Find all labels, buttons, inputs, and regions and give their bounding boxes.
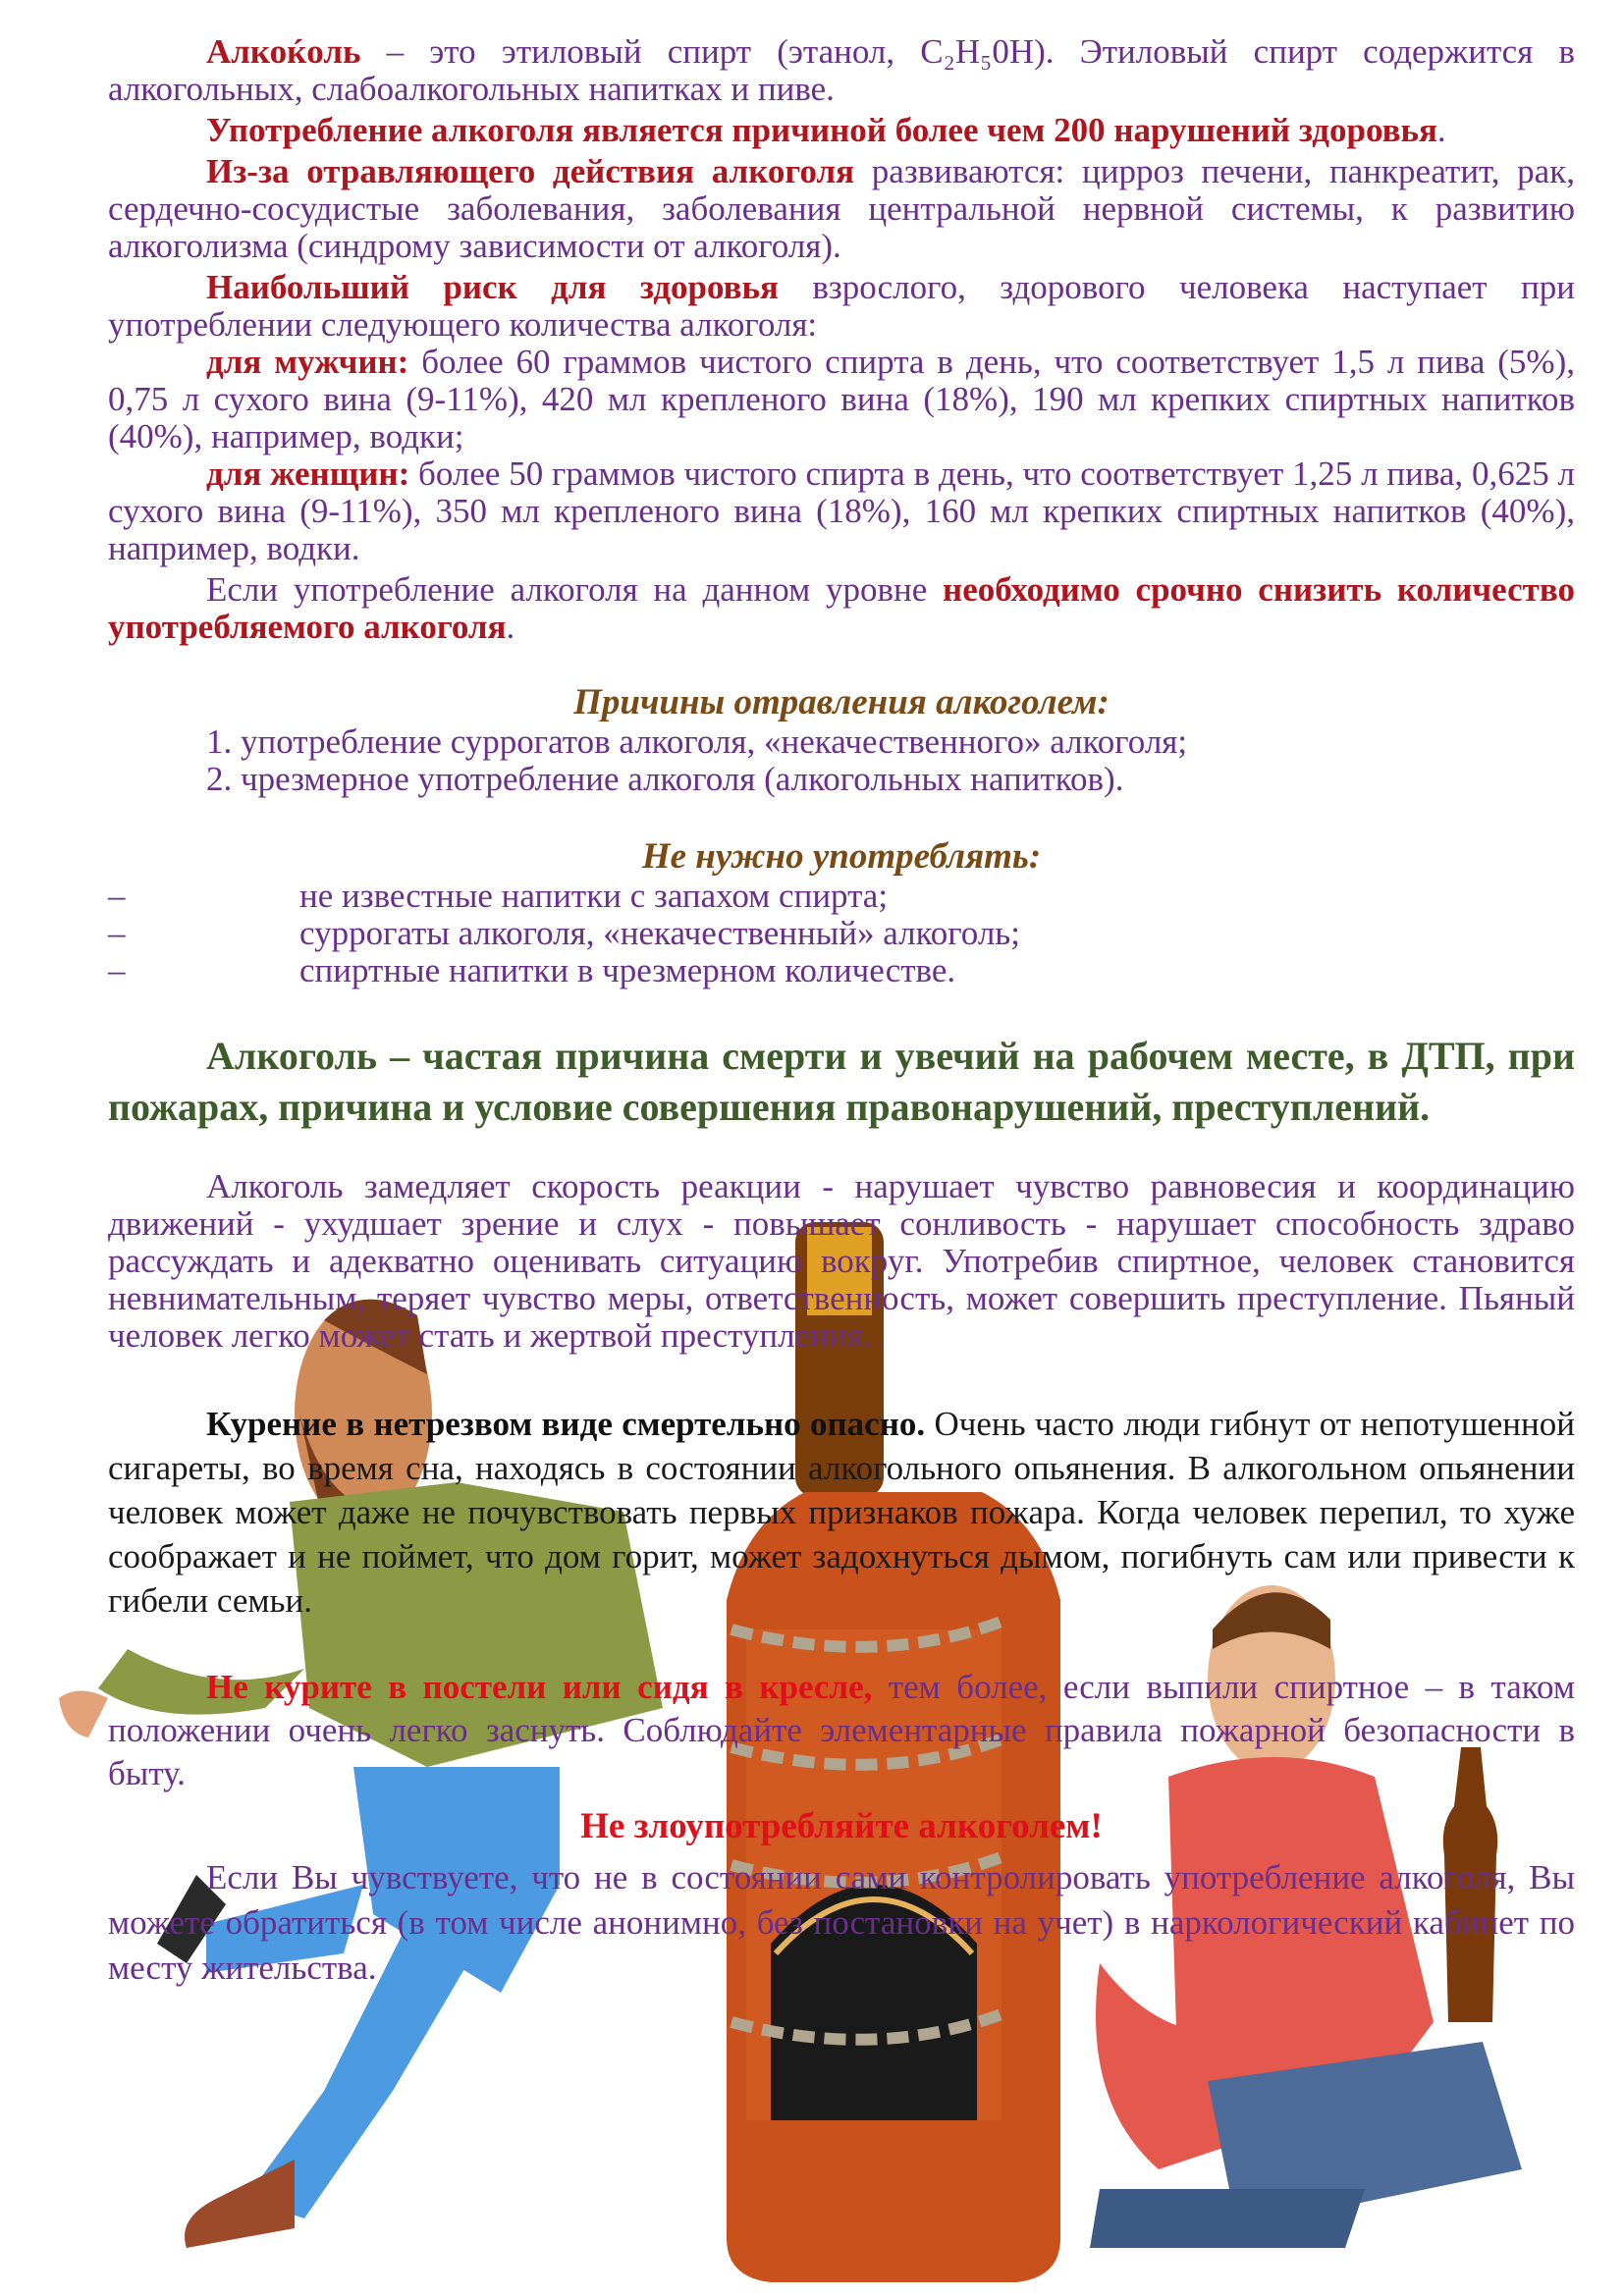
cause-item: 2. чрезмерное употребление алкоголя (алкогольных напитков). xyxy=(206,760,1124,798)
bed-text: тем более, если выпили спиртное – в таком положении очень легко заснуть. Соблюдайте элементарные правила пожарной безопасности в быту. xyxy=(108,1668,1575,1792)
toxic-paragraph xyxy=(108,153,1575,265)
health-paragraph: Употребление алкоголя является причиной более чем 200 нарушений здоровья. xyxy=(206,111,1446,149)
avoid-item: – спиртные напитки в чрезмерном количестве. xyxy=(108,951,956,989)
risk-paragraph xyxy=(108,269,1575,344)
term-alcohol: Алкоќоль xyxy=(206,32,361,71)
causes-heading: Причины отравления алкоголем: xyxy=(573,682,1110,722)
risk-text: взрослого, здорового человека наступает при употреблении следующего количества алкоголя: xyxy=(108,268,1575,344)
effects-paragraph: Алкоголь замедляет скорость реакции - нарушает чувство равновесия и координацию движений - ухудшает зрение и слух - повышает сонливость - нарушает способность здраво рассуждать и адекватно оценивать ситуацию вокруг. Употребив спиртное, человек становится невнимательным, теряет чувство меры, ответственность, может совершить преступление. Пьяный человек легко может стать и жертвой преступления. xyxy=(108,1167,1575,1355)
avoid-heading: Не нужно употреблять: xyxy=(641,836,1042,877)
smoking-paragraph xyxy=(108,1402,1575,1623)
cause-item: 1. употребление суррогатов алкоголя, «некачественного» алкоголя; xyxy=(206,722,1188,761)
bed-lead: Не курите в постели или сидя в кресле, xyxy=(206,1668,873,1706)
toxic-lead: Из-за отравляющего действия алкоголя xyxy=(206,152,855,190)
intro-definition: – это этиловый спирт (этанол, C₂H₅0H). Этиловый спирт содержится в алкогольных, слабоалкогольных напитках и пиве. xyxy=(108,32,1575,108)
health-statement: Употребление алкоголя является причиной более чем 200 нарушений здоровья xyxy=(206,111,1437,149)
reduce-statement: необходимо срочно снизить количество употребляемого алкоголя xyxy=(108,570,1575,646)
avoid-item: – не известные напитки с запахом спирта; xyxy=(108,877,889,915)
toxic-text: развиваются: цирроз печени, панкреатит, рак, сердечно-сосудистые заболевания, заболевания центральной нервной системы, к развитию алкоголизма (синдрому зависимости от алкоголя). xyxy=(108,152,1575,265)
smoking-lead: Курение в нетрезвом виде смертельно опасно. xyxy=(206,1405,926,1443)
smoking-text: Очень часто люди гибнут от непотушенной сигареты, во время сна, находясь в состоянии алкогольного опьянения. В алкогольном опьянении человек может даже не почувствовать первых признаков пожара. Когда человек перепил, то хуже соображает и не поймет, что дом горит, может задохнуться дымом, погибнуть сам или привести к гибели семьи. xyxy=(108,1405,1575,1620)
women-label: для женщин: xyxy=(206,454,410,493)
warning-statement: Алкоголь – частая причина смерти и увечий на рабочем месте, в ДТП, при пожарах, причина и условие совершения правонарушений, преступлений. xyxy=(108,1034,1575,1129)
men-label: для мужчин: xyxy=(206,343,409,381)
bed-paragraph xyxy=(108,1666,1575,1795)
reduce-paragraph: Если употребление алкоголя на данном уровне необходимо срочно снизить количество употребляемого алкоголя. xyxy=(108,570,1575,646)
women-paragraph xyxy=(108,455,1575,567)
men-text: более 60 граммов чистого спирта в день, что соответствует 1,5 л пива (5%), 0,75 л сухого вина (9-11%), 420 мл крепленого вина (18%), 190 мл крепких спиртных напитков (40%), например, водки; xyxy=(108,343,1575,455)
avoid-item: – суррогаты алкоголя, «некачественный» алкоголь; xyxy=(108,914,1020,952)
document-text xyxy=(108,33,1575,1991)
women-text: более 50 граммов чистого спирта в день, что соответствует 1,25 л пива, 0,625 л сухого вина (9-11%), 350 мл крепленого вина (18%), 160 мл крепких спиртных напитков (40%), например, водки. xyxy=(108,454,1575,567)
men-paragraph xyxy=(108,344,1575,455)
abuse-heading: Не злоупотребляйте алкоголем! xyxy=(580,1806,1103,1846)
help-paragraph: Если Вы чувствуете, что не в состоянии сами контролировать употребление алкоголя, Вы можете обратиться (в том числе анонимно, без постановки на учет) в наркологический кабинет по месту жительства. xyxy=(108,1858,1575,1987)
intro-paragraph xyxy=(108,33,1575,108)
risk-lead: Наибольший риск для здоровья xyxy=(206,268,779,306)
